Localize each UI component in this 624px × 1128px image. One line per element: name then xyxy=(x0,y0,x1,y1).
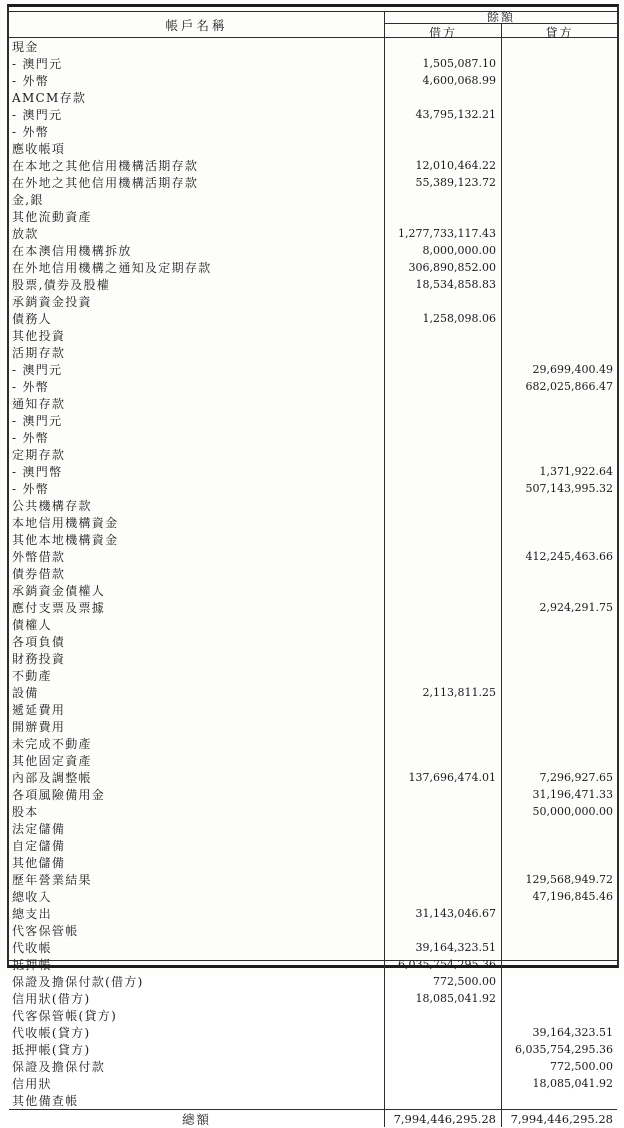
account-name-cell: 金,銀 xyxy=(9,191,385,208)
account-name-cell: - 外幣 xyxy=(9,123,385,140)
credit-value-cell: 7,296,927.65 xyxy=(539,771,613,784)
table-row xyxy=(9,735,617,752)
account-name-cell: 開辦費用 xyxy=(9,718,385,735)
credit-value-cell: 129,568,949.72 xyxy=(525,873,613,886)
debit-value-cell xyxy=(385,616,502,633)
debit-value-cell xyxy=(385,293,502,310)
total-credit-value: 7,994,446,295.28 xyxy=(510,1111,613,1126)
account-name-cell: 放款 xyxy=(9,225,385,242)
account-name-cell: - 外幣 xyxy=(9,378,385,395)
debit-value-cell xyxy=(385,378,502,395)
credit-value-cell xyxy=(502,973,617,990)
account-name-cell: 歷年營業結果 xyxy=(9,871,385,888)
account-name-cell: 在本澳信用機構拆放 xyxy=(9,242,385,259)
table-row xyxy=(9,208,617,225)
credit-value-cell: 682,025,866.47 xyxy=(525,380,613,393)
account-name-cell: 各項負債 xyxy=(9,633,385,650)
table-row xyxy=(9,905,617,922)
credit-value-cell xyxy=(502,123,617,140)
account-name-cell: 內部及調整帳 xyxy=(9,769,385,786)
account-name-cell: 外幣借款 xyxy=(9,548,385,565)
debit-value-cell xyxy=(385,718,502,735)
column-header-balance: 餘額 xyxy=(385,12,617,24)
table-row xyxy=(9,922,617,939)
balance-header-group xyxy=(385,10,617,40)
account-name-cell: 不動產 xyxy=(9,667,385,684)
column-header-account-name: 帳戶名稱 xyxy=(9,12,385,37)
table-row xyxy=(9,701,617,718)
credit-value-cell xyxy=(502,752,617,769)
debit-value-cell: 4,600,068.99 xyxy=(385,72,502,89)
debit-value-cell: 31,143,046.67 xyxy=(385,905,502,922)
credit-value-cell: 31,196,471.33 xyxy=(532,788,613,801)
debit-value-cell: 55,389,123.72 xyxy=(385,174,502,191)
debit-value-cell xyxy=(385,582,502,599)
account-name-cell: 設備 xyxy=(9,684,385,701)
debit-value-cell xyxy=(385,395,502,412)
credit-value-cell xyxy=(502,582,617,599)
account-name-cell: AMCM存款 xyxy=(9,89,385,106)
table-row xyxy=(9,225,617,242)
account-name-cell: 抵押帳 xyxy=(9,956,385,973)
table-row xyxy=(9,871,617,888)
debit-value-cell xyxy=(385,633,502,650)
debit-value-cell xyxy=(385,89,502,106)
credit-value-cell: 47,196,845.46 xyxy=(532,890,613,903)
debit-value-cell xyxy=(385,191,502,208)
debit-value-cell: 8,000,000.00 xyxy=(385,242,502,259)
account-name-cell: 其他流動資產 xyxy=(9,208,385,225)
debit-value-cell xyxy=(385,752,502,769)
credit-value-cell xyxy=(502,106,617,123)
debit-value-cell xyxy=(385,497,502,514)
account-name-cell: 定期存款 xyxy=(9,446,385,463)
account-name-cell: 未完成不動產 xyxy=(9,735,385,752)
credit-value-cell xyxy=(502,412,617,429)
account-name-cell: - 澳門元 xyxy=(9,361,385,378)
credit-value-cell xyxy=(502,89,617,106)
account-name-cell: 其他本地機構資金 xyxy=(9,531,385,548)
table-row xyxy=(9,123,617,140)
debit-value-cell xyxy=(385,140,502,157)
table-row xyxy=(9,718,617,735)
account-name-cell: 在外地信用機構之通知及定期存款 xyxy=(9,259,385,276)
debit-value-cell xyxy=(385,208,502,225)
table-row xyxy=(9,667,617,684)
credit-value-cell xyxy=(502,837,617,854)
debit-value-cell xyxy=(385,1058,502,1075)
table-row xyxy=(9,1024,617,1041)
credit-value-cell: 1,371,922.64 xyxy=(539,465,613,478)
table-row xyxy=(9,1058,617,1075)
table-row xyxy=(9,548,617,565)
debit-value-cell: 2,113,811.25 xyxy=(385,684,502,701)
account-name-cell: - 澳門元 xyxy=(9,412,385,429)
debit-value-cell: 1,258,098.06 xyxy=(385,310,502,327)
table-row xyxy=(9,55,617,72)
credit-value-cell: 29,699,400.49 xyxy=(532,363,613,376)
credit-value-cell xyxy=(502,616,617,633)
debit-value-cell xyxy=(385,786,502,803)
account-name-cell: 代客保管帳 xyxy=(9,922,385,939)
debit-value-cell xyxy=(385,412,502,429)
credit-value-cell: 50,000,000.00 xyxy=(532,805,613,818)
table-row xyxy=(9,888,617,905)
credit-value-cell xyxy=(502,55,617,72)
credit-value-cell: 18,085,041.92 xyxy=(532,1077,613,1090)
account-name-cell: 應收帳項 xyxy=(9,140,385,157)
debit-value-cell xyxy=(385,514,502,531)
table-row xyxy=(9,650,617,667)
debit-value-cell xyxy=(385,854,502,871)
table-row xyxy=(9,89,617,106)
debit-value-cell xyxy=(385,531,502,548)
debit-value-cell xyxy=(385,1007,502,1024)
debit-value-cell xyxy=(385,599,502,616)
column-header-credit: 貸方 xyxy=(545,26,574,40)
table-row xyxy=(9,939,617,956)
credit-value-cell: 39,164,323.51 xyxy=(532,1026,613,1039)
credit-value-cell xyxy=(502,497,617,514)
account-name-cell: 信用狀(借方) xyxy=(9,990,385,1007)
credit-value-cell xyxy=(502,38,617,55)
balance-table xyxy=(9,10,617,1127)
table-row xyxy=(9,327,617,344)
credit-value-cell xyxy=(502,1092,617,1109)
credit-value-cell xyxy=(502,293,617,310)
table-row xyxy=(9,837,617,854)
table-row xyxy=(9,344,617,361)
debit-value-cell xyxy=(385,1041,502,1058)
account-name-cell: 保證及擔保付款 xyxy=(9,1058,385,1075)
account-name-cell: - 澳門元 xyxy=(9,55,385,72)
credit-value-cell xyxy=(502,531,617,548)
debit-value-cell xyxy=(385,1092,502,1109)
table-row xyxy=(9,463,617,480)
account-name-cell: 自定儲備 xyxy=(9,837,385,854)
credit-value-cell: 507,143,995.32 xyxy=(525,482,613,495)
account-name-cell: 保證及擔保付款(借方) xyxy=(9,973,385,990)
debit-value-cell xyxy=(385,922,502,939)
debit-value-cell xyxy=(385,803,502,820)
table-row xyxy=(9,786,617,803)
total-row xyxy=(9,1109,617,1127)
table-row xyxy=(9,633,617,650)
total-debit-value: 7,994,446,295.28 xyxy=(385,1110,502,1127)
debit-value-cell xyxy=(385,548,502,565)
debit-value-cell: 12,010,464.22 xyxy=(385,157,502,174)
account-name-cell: 遞延費用 xyxy=(9,701,385,718)
credit-value-cell xyxy=(502,344,617,361)
table-row xyxy=(9,361,617,378)
debit-value-cell xyxy=(385,735,502,752)
account-name-cell: 債券借款 xyxy=(9,565,385,582)
table-row xyxy=(9,1092,617,1109)
debit-value-cell xyxy=(385,667,502,684)
credit-value-cell xyxy=(502,990,617,1007)
table-row xyxy=(9,497,617,514)
table-row xyxy=(9,990,617,1007)
debit-value-cell xyxy=(385,446,502,463)
table-row xyxy=(9,429,617,446)
credit-value-cell xyxy=(502,259,617,276)
debit-value-cell: 137,696,474.01 xyxy=(385,769,502,786)
account-name-cell: 總收入 xyxy=(9,888,385,905)
table-row xyxy=(9,582,617,599)
table-row xyxy=(9,412,617,429)
account-name-cell: 法定儲備 xyxy=(9,820,385,837)
table-row xyxy=(9,276,617,293)
debit-value-cell xyxy=(385,701,502,718)
table-row xyxy=(9,820,617,837)
debit-value-cell xyxy=(385,820,502,837)
account-name-cell: 公共機構存款 xyxy=(9,497,385,514)
credit-value-cell xyxy=(502,922,617,939)
table-row xyxy=(9,752,617,769)
credit-value-cell xyxy=(502,905,617,922)
credit-value-cell xyxy=(502,208,617,225)
column-header-debit: 借方 xyxy=(385,24,502,41)
credit-value-cell xyxy=(502,327,617,344)
credit-value-cell xyxy=(502,276,617,293)
account-name-cell: 代收帳(貸方) xyxy=(9,1024,385,1041)
table-row xyxy=(9,599,617,616)
debit-value-cell: 1,277,733,117.43 xyxy=(385,225,502,242)
debit-value-cell xyxy=(385,123,502,140)
debit-value-cell: 39,164,323.51 xyxy=(385,939,502,956)
account-name-cell: 抵押帳(貸方) xyxy=(9,1041,385,1058)
credit-value-cell: 772,500.00 xyxy=(550,1060,613,1073)
total-label: 總額 xyxy=(9,1110,385,1127)
debit-value-cell: 1,505,087.10 xyxy=(385,55,502,72)
account-name-cell: 信用狀 xyxy=(9,1075,385,1092)
credit-value-cell xyxy=(502,225,617,242)
credit-value-cell xyxy=(502,735,617,752)
debit-value-cell: 18,534,858.83 xyxy=(385,276,502,293)
account-name-cell: 各項風險備用金 xyxy=(9,786,385,803)
account-name-cell: 本地信用機構資金 xyxy=(9,514,385,531)
credit-value-cell xyxy=(502,565,617,582)
account-name-cell: 總支出 xyxy=(9,905,385,922)
debit-value-cell: 43,795,132.21 xyxy=(385,106,502,123)
table-row xyxy=(9,191,617,208)
debit-value-cell xyxy=(385,1024,502,1041)
debit-value-cell xyxy=(385,38,502,55)
table-row xyxy=(9,395,617,412)
account-name-cell: 其他備查帳 xyxy=(9,1092,385,1109)
debit-value-cell xyxy=(385,429,502,446)
credit-value-cell xyxy=(502,820,617,837)
credit-value-cell xyxy=(502,701,617,718)
debit-value-cell: 6,035,754,295.36 xyxy=(385,956,502,973)
table-row xyxy=(9,378,617,395)
table-row xyxy=(9,38,617,55)
table-row xyxy=(9,616,617,633)
account-name-cell: - 外幣 xyxy=(9,429,385,446)
credit-value-cell xyxy=(502,633,617,650)
debit-value-cell xyxy=(385,888,502,905)
account-name-cell: 債權人 xyxy=(9,616,385,633)
debit-value-cell xyxy=(385,871,502,888)
table-row xyxy=(9,1075,617,1092)
credit-value-cell: 6,035,754,295.36 xyxy=(515,1043,613,1056)
account-name-cell: 應付支票及票據 xyxy=(9,599,385,616)
debit-value-cell xyxy=(385,463,502,480)
credit-value-cell: 412,245,463.66 xyxy=(525,550,613,563)
credit-value-cell xyxy=(502,310,617,327)
table-row xyxy=(9,446,617,463)
table-row xyxy=(9,157,617,174)
debit-value-cell: 306,890,852.00 xyxy=(385,259,502,276)
debit-value-cell xyxy=(385,361,502,378)
account-name-cell: 活期存款 xyxy=(9,344,385,361)
debit-value-cell xyxy=(385,565,502,582)
account-name-cell: 承銷資金債權人 xyxy=(9,582,385,599)
debit-value-cell xyxy=(385,480,502,497)
account-name-cell: 通知存款 xyxy=(9,395,385,412)
table-row xyxy=(9,310,617,327)
account-name-cell: 股票,債券及股權 xyxy=(9,276,385,293)
table-row xyxy=(9,480,617,497)
credit-value-cell xyxy=(502,514,617,531)
account-name-cell: 股本 xyxy=(9,803,385,820)
credit-value-cell xyxy=(502,242,617,259)
account-name-cell: 在本地之其他信用機構活期存款 xyxy=(9,157,385,174)
account-name-cell: - 澳門元 xyxy=(9,106,385,123)
credit-value-cell xyxy=(502,157,617,174)
table-row xyxy=(9,1041,617,1058)
credit-value-cell xyxy=(502,140,617,157)
account-name-cell: - 外幣 xyxy=(9,480,385,497)
account-name-cell: 現金 xyxy=(9,38,385,55)
table-row xyxy=(9,973,617,990)
credit-value-cell: 2,924,291.75 xyxy=(539,601,613,614)
account-name-cell: 債務人 xyxy=(9,310,385,327)
table-header xyxy=(9,12,617,38)
credit-value-cell xyxy=(502,446,617,463)
debit-value-cell xyxy=(385,344,502,361)
account-name-cell: 其他固定資產 xyxy=(9,752,385,769)
table-row xyxy=(9,106,617,123)
credit-value-cell xyxy=(502,667,617,684)
credit-value-cell xyxy=(502,1007,617,1024)
table-row xyxy=(9,565,617,582)
table-row xyxy=(9,140,617,157)
debit-value-cell: 18,085,041.92 xyxy=(385,990,502,1007)
credit-value-cell xyxy=(502,174,617,191)
table-row xyxy=(9,514,617,531)
table-row xyxy=(9,531,617,548)
credit-value-cell xyxy=(502,429,617,446)
table-row xyxy=(9,242,617,259)
table-row xyxy=(9,854,617,871)
debit-value-cell xyxy=(385,650,502,667)
account-name-cell: 承銷資金投資 xyxy=(9,293,385,310)
account-name-cell: - 澳門幣 xyxy=(9,463,385,480)
account-name-cell: - 外幣 xyxy=(9,72,385,89)
credit-value-cell xyxy=(502,684,617,701)
table-row xyxy=(9,174,617,191)
credit-value-cell xyxy=(502,854,617,871)
table-row xyxy=(9,803,617,820)
credit-value-cell xyxy=(502,191,617,208)
account-name-cell: 代客保管帳(貸方) xyxy=(9,1007,385,1024)
credit-value-cell xyxy=(502,956,617,973)
table-row xyxy=(9,769,617,786)
debit-value-cell: 772,500.00 xyxy=(385,973,502,990)
account-name-cell: 其他投資 xyxy=(9,327,385,344)
debit-value-cell xyxy=(385,1075,502,1092)
table-row xyxy=(9,293,617,310)
table-frame xyxy=(7,4,619,1127)
account-name-cell: 代收帳 xyxy=(9,939,385,956)
account-name-cell: 其他儲備 xyxy=(9,854,385,871)
debit-value-cell xyxy=(385,837,502,854)
table-row xyxy=(9,1007,617,1024)
account-name-cell: 財務投資 xyxy=(9,650,385,667)
table-row xyxy=(9,684,617,701)
credit-value-cell xyxy=(502,718,617,735)
table-row xyxy=(9,72,617,89)
table-row xyxy=(9,259,617,276)
table-body xyxy=(9,38,617,1109)
credit-value-cell xyxy=(502,72,617,89)
credit-value-cell xyxy=(502,939,617,956)
account-name-cell: 在外地之其他信用機構活期存款 xyxy=(9,174,385,191)
debit-value-cell xyxy=(385,327,502,344)
table-row xyxy=(9,956,617,973)
credit-value-cell xyxy=(502,395,617,412)
credit-value-cell xyxy=(502,650,617,667)
